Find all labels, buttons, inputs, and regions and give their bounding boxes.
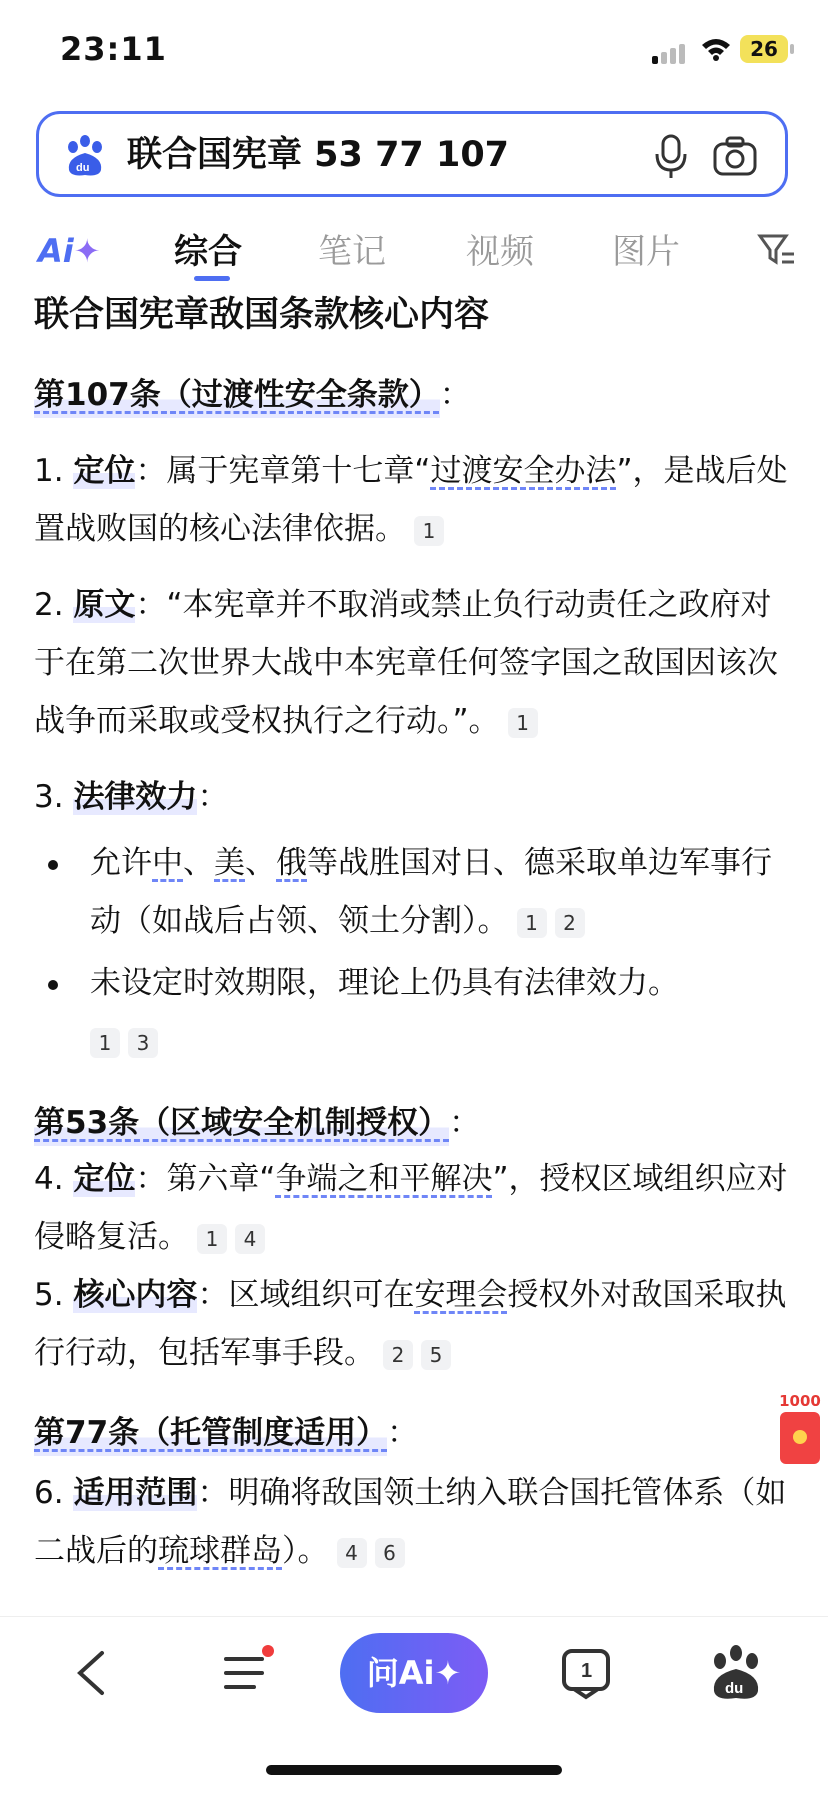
term-link[interactable]: 过渡安全办法 <box>430 453 617 489</box>
item-number: 3. <box>34 779 74 815</box>
item-label: 原文 <box>73 587 136 623</box>
baidu-home-icon[interactable] <box>706 1643 766 1703</box>
citation-badge[interactable]: 1 <box>197 1224 227 1254</box>
ask-ai-button[interactable] <box>340 1633 488 1713</box>
item-text: 第六章“ <box>166 1161 276 1197</box>
section-heading[interactable] <box>34 1100 449 1148</box>
bottom-toolbar <box>0 1616 828 1793</box>
ask-ai-label: 问Ai <box>366 1654 435 1692</box>
tab-notes[interactable]: 笔记 <box>318 232 386 272</box>
tab-count: 1 <box>581 1660 593 1682</box>
item-text: ”，授权区域组织应对侵略复活。 <box>34 1161 788 1255</box>
red-envelope-icon <box>780 1412 820 1464</box>
svg-text:du: du <box>76 162 90 174</box>
citation-badge[interactable]: 4 <box>337 1538 367 1568</box>
battery-nub <box>790 44 794 54</box>
colon: ： <box>439 377 471 413</box>
section-107 <box>34 366 794 424</box>
list-item-5 <box>34 1266 794 1382</box>
tab-videos[interactable]: 视频 <box>466 232 534 272</box>
section-heading-text: 第107条（过渡性安全条款） <box>34 377 440 413</box>
citation-badge[interactable]: 1 <box>517 908 547 938</box>
term-link[interactable]: 安理会 <box>414 1277 508 1313</box>
citation-badge[interactable]: 6 <box>375 1538 405 1568</box>
ai-tab-logo[interactable] <box>38 232 101 270</box>
citation-badge[interactable]: 1 <box>90 1028 120 1058</box>
citation-badge[interactable]: 4 <box>235 1224 265 1254</box>
item-sep: ： <box>135 453 167 489</box>
answer-content <box>34 290 794 1580</box>
search-input[interactable]: 联合国宪章 53 77 107 <box>127 135 510 175</box>
section-heading-text: 第53条（区域安全机制授权） <box>34 1105 450 1141</box>
ai-label: Ai <box>38 232 74 270</box>
item-text: 授权外对敌国采取执行行动，包括军事手段。 <box>34 1277 787 1371</box>
term-link[interactable]: 争端之和平解决 <box>275 1161 493 1197</box>
list-item-4 <box>34 1150 794 1266</box>
citation-badge[interactable]: 1 <box>414 516 444 546</box>
item-label: 定位 <box>73 1161 136 1197</box>
item-text: 属于宪章第十七章“ <box>166 453 431 489</box>
colon: ： <box>387 1415 419 1451</box>
item-label: 定位 <box>73 453 136 489</box>
item-sep: ： <box>135 1161 167 1197</box>
item-text: 未设定时效期限，理论上仍具有法律效力。 <box>90 965 679 1001</box>
item-text: 明确将敌国领土纳入联合国托管体系（如二战后的 <box>34 1475 787 1569</box>
colon: ： <box>449 1105 481 1141</box>
item-text: 、 <box>183 845 214 881</box>
search-box[interactable] <box>36 111 788 197</box>
tabs-icon[interactable] <box>556 1643 616 1703</box>
tab-images[interactable]: 图片 <box>612 232 680 272</box>
bullet-item-1 <box>34 834 794 950</box>
back-icon[interactable] <box>64 1643 124 1703</box>
item-number: 6. <box>34 1475 74 1511</box>
citation-badge[interactable]: 5 <box>421 1340 451 1370</box>
item-number: 5. <box>34 1277 74 1313</box>
item-sep: ： <box>197 1277 229 1313</box>
section-heading[interactable] <box>34 1410 387 1458</box>
item-number: 4. <box>34 1161 74 1197</box>
tab-bar <box>0 218 828 282</box>
term-link[interactable]: 中 <box>152 845 183 881</box>
term-link[interactable]: 琉球群岛 <box>158 1533 282 1569</box>
list-item-2 <box>34 576 794 750</box>
answer-title: 联合国宪章敌国条款核心内容 <box>34 295 490 335</box>
sparkle-icon: ✦ <box>73 232 101 270</box>
item-text: ）。 <box>282 1533 329 1569</box>
item-label: 核心内容 <box>73 1277 198 1313</box>
menu-icon[interactable] <box>218 1643 278 1703</box>
citation-badge[interactable]: 3 <box>128 1028 158 1058</box>
svg-text:du: du <box>725 1680 744 1697</box>
item-text: 允许 <box>90 845 152 881</box>
item-text: 、 <box>245 845 276 881</box>
item-sep: ： <box>197 779 229 815</box>
term-link[interactable]: 美 <box>214 845 245 881</box>
item-text: 等战胜国对日、德采取单边军事行动（如战后占领、领土分割）。 <box>90 845 772 939</box>
item-text: 区域组织可在 <box>228 1277 415 1313</box>
baidu-paw-icon <box>63 134 107 178</box>
active-tab-indicator <box>194 276 230 281</box>
filter-icon[interactable] <box>756 230 796 270</box>
section-heading-text: 第77条（托管制度适用） <box>34 1415 388 1451</box>
item-label: 法律效力 <box>73 779 198 815</box>
item-text: ”，是战后处置战败国的核心法律依据。 <box>34 453 788 547</box>
camera-icon[interactable] <box>711 132 759 180</box>
item-number: 2. <box>34 587 74 623</box>
list-item-3 <box>34 768 794 826</box>
sparkle-icon: ✦ <box>434 1654 462 1692</box>
list-item-6 <box>34 1464 794 1580</box>
microphone-icon[interactable] <box>651 132 691 180</box>
section-53 <box>34 1094 794 1152</box>
item-number: 1. <box>34 453 74 489</box>
battery-indicator: 26 <box>740 35 788 63</box>
tab-comprehensive[interactable]: 综合 <box>174 232 242 272</box>
red-packet-amount: 1000 <box>779 1392 821 1410</box>
home-indicator[interactable] <box>266 1765 562 1775</box>
status-time: 23:11 <box>60 30 167 68</box>
item-sep: ： <box>197 1475 229 1511</box>
item-label: 适用范围 <box>73 1475 198 1511</box>
signal-icon <box>652 42 688 64</box>
section-heading[interactable] <box>34 372 440 420</box>
term-link[interactable]: 俄 <box>276 845 307 881</box>
status-bar <box>0 0 828 100</box>
red-packet-button[interactable] <box>776 1392 824 1464</box>
item-sep: ： <box>135 587 167 623</box>
list-item-1 <box>34 442 794 558</box>
citation-badge[interactable]: 2 <box>383 1340 413 1370</box>
item-text: “本宪章并不取消或禁止负行动责任之政府对于在第二次世界大战中本宪章任何签字国之敌国因该次战争而采取或受权执行之行动。”。 <box>34 587 778 739</box>
bullet-item-2 <box>34 954 794 1070</box>
citation-badge[interactable]: 1 <box>508 708 538 738</box>
wifi-icon <box>700 36 732 62</box>
section-77 <box>34 1404 794 1462</box>
citation-badge[interactable]: 2 <box>555 908 585 938</box>
